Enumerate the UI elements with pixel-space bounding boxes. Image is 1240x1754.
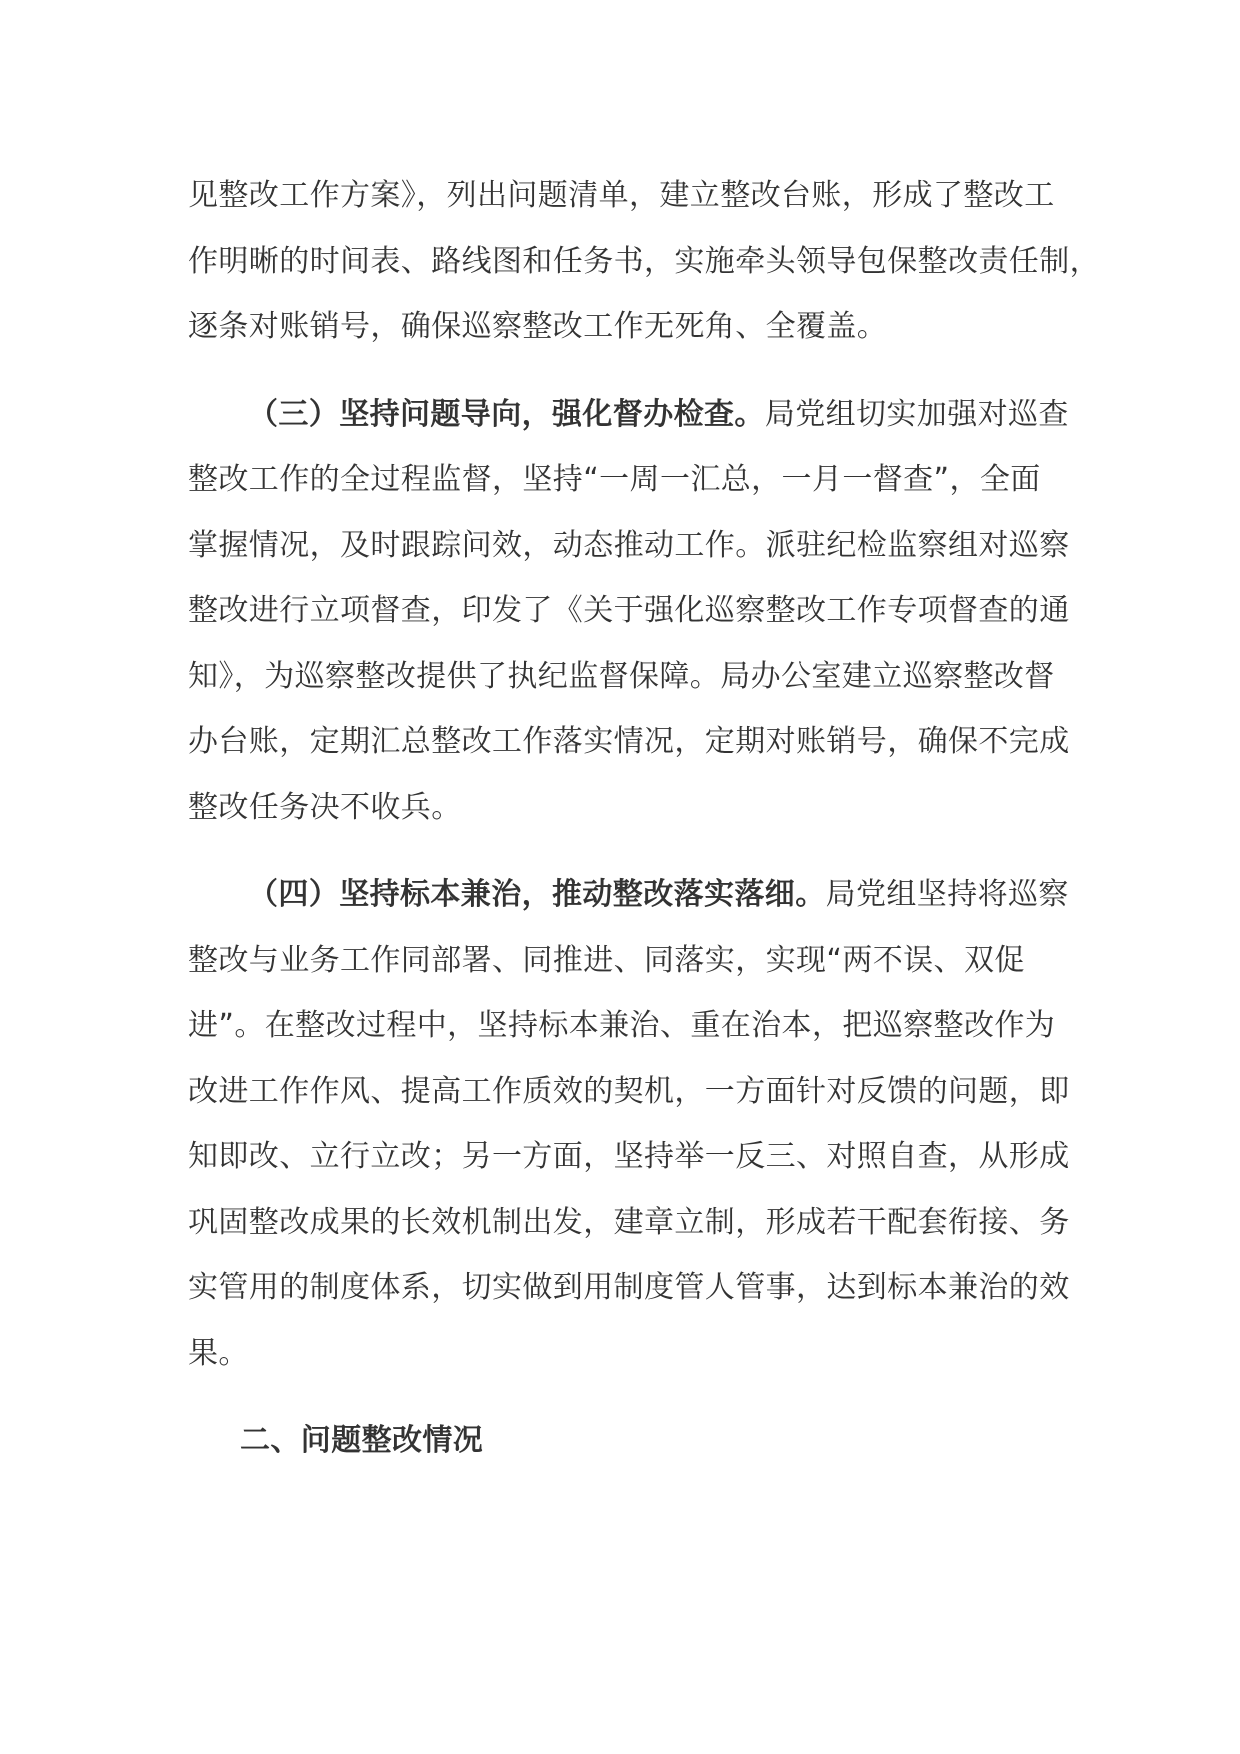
text-line: 见整改工作方案》，列出问题清单，建立整改台账，形成了整改工 <box>188 178 1055 213</box>
text-line: 果。 <box>188 1335 249 1371</box>
text-line: 整改与业务工作同部署、同推进、同落实，实现“两不误、双促 <box>188 942 1025 978</box>
text-line: 改进工作作风、提高工作质效的契机，一方面针对反馈的问题，即 <box>188 1073 1070 1109</box>
text-line: 办台账，定期汇总整改工作落实情况，定期对账销号，确保不完成 <box>188 724 1070 759</box>
section-heading: 二、问题整改情况 <box>240 1423 484 1458</box>
text-line: 知即改、立行立改；另一方面，坚持举一反三、对照自查，从形成 <box>188 1139 1070 1174</box>
text-line: 整改进行立项督查，印发了《关于强化巡察整改工作专项督查的通 <box>188 593 1070 628</box>
text-line: 知》，为巡察整改提供了执纪监督保障。局办公室建立巡察整改督 <box>188 658 1055 694</box>
paragraph-lead-bold: （三）坚持问题导向，强化督办检查。 <box>248 396 765 432</box>
document-page <box>188 163 1100 1474</box>
text-line: 整改任务决不收兵。 <box>188 789 462 825</box>
paragraph-four <box>188 862 1068 1386</box>
text-line <box>188 862 1068 928</box>
paragraph-continuation <box>188 163 1100 360</box>
text-line: 实管用的制度体系，切实做到用制度管人管事，达到标本兼治的效 <box>188 1270 1070 1305</box>
text-line: 逐条对账销号，确保巡察整改工作无死角、全覆盖。 <box>188 309 888 344</box>
paragraph-lead-rest: 局党组切实加强对巡查 <box>764 396 1069 432</box>
text-line: 掌握情况，及时跟踪问效，动态推动工作。派驻纪检监察组对巡察 <box>188 527 1070 563</box>
text-line: 作明晰的时间表、路线图和任务书，实施牵头领导包保整改责任制， <box>188 243 1100 279</box>
text-line: 巩固整改成果的长效机制出发，建章立制，形成若干配套衔接、务 <box>188 1204 1070 1240</box>
text-line <box>188 382 1068 448</box>
paragraph-lead-bold: （四）坚持标本兼治，推动整改落实落细。 <box>248 877 826 912</box>
text-line: 进”。在整改过程中，坚持标本兼治、重在治本，把巡察整改作为 <box>188 1008 1056 1043</box>
paragraph-three <box>188 382 1068 841</box>
paragraph-lead-rest: 局党组坚持将巡察 <box>825 877 1069 912</box>
text-line: 整改工作的全过程监督，坚持“一周一汇总，一月一督查”，全面 <box>188 462 1041 497</box>
